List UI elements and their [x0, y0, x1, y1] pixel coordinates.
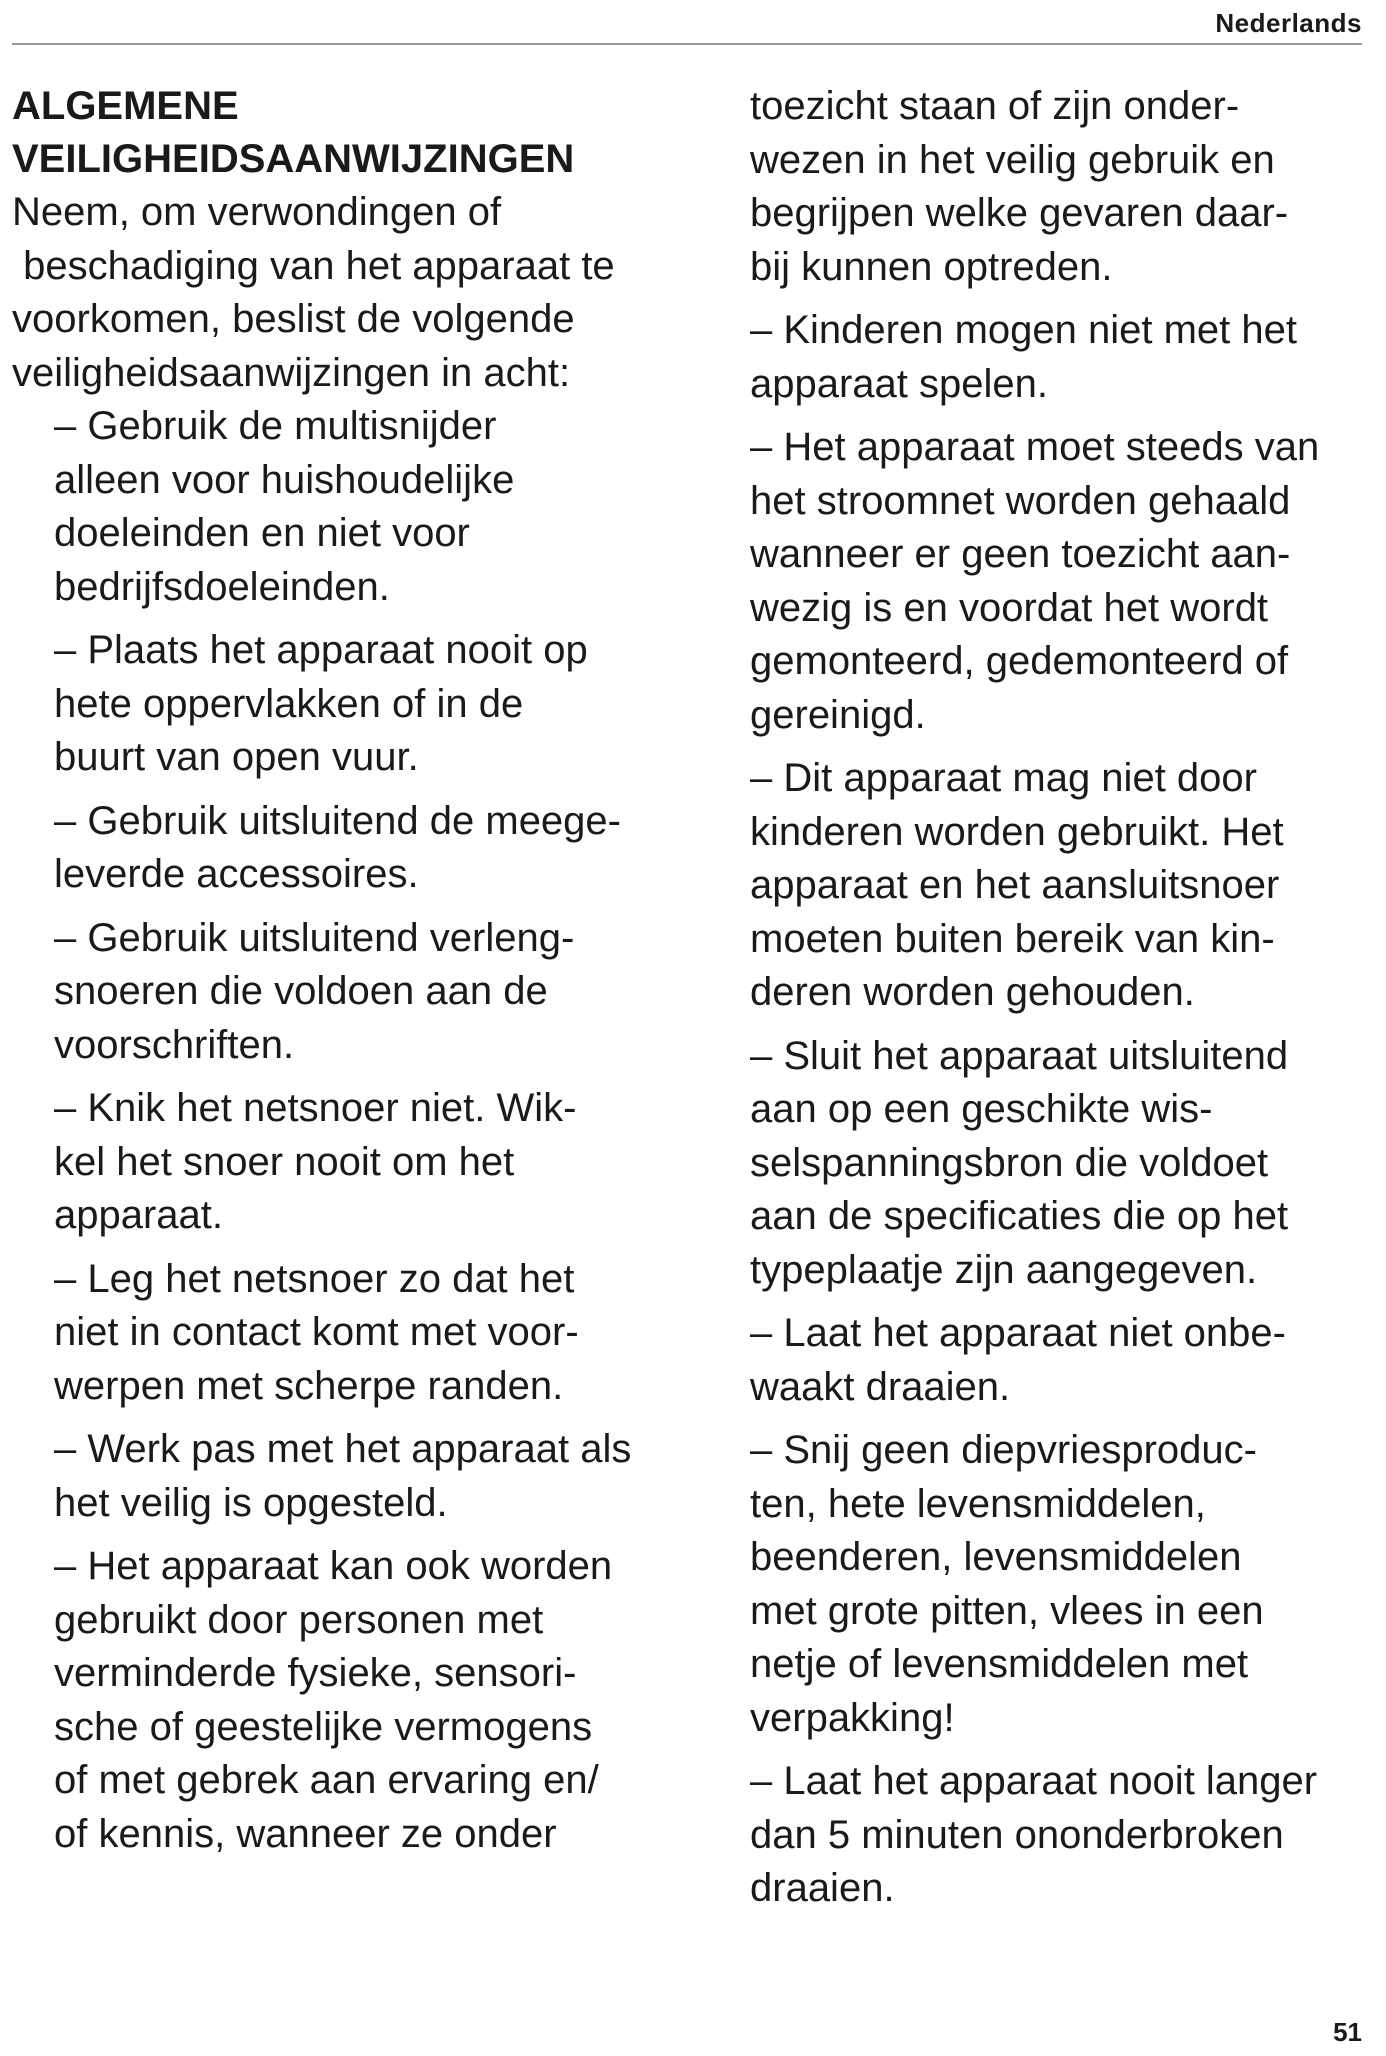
left-instruction-list [12, 400, 702, 1861]
safety-instruction-item [750, 421, 1378, 742]
page-number: 51 [1333, 2017, 1362, 2047]
safety-instruction-item [750, 1030, 1378, 1298]
text-line: met grote pitten, vlees in een [750, 1588, 1264, 1633]
text-line: leverde accessoires. [54, 852, 419, 896]
text-line: of met gebrek aan ervaring en/ [54, 1758, 599, 1802]
text-line: beschadiging van het apparaat te [12, 243, 615, 288]
safety-instruction-item [12, 1082, 702, 1243]
text-line: waakt draaien. [750, 1364, 1011, 1409]
text-line: selspanningsbron die voldoet [750, 1140, 1269, 1185]
header-language-label: Nederlands [1215, 8, 1362, 38]
text-line: apparaat en het aansluitsnoer [750, 863, 1280, 907]
text-line: verminderde fysieke, sensori- [54, 1651, 577, 1695]
text-line: kinderen worden gebruikt. Het [750, 809, 1284, 854]
text-line: wanneer er geen toezicht aan- [750, 532, 1291, 576]
text-line: deren worden gehouden. [750, 970, 1195, 1014]
safety-instruction-item [12, 1253, 702, 1414]
safety-instruction-item [750, 80, 1378, 294]
text-line: – Het apparaat moet steeds van [750, 425, 1320, 469]
text-line: – Gebruik uitsluitend verleng- [54, 915, 575, 960]
safety-instruction-item [12, 912, 702, 1073]
text-line: veiligheidsaanwijzingen in acht: [12, 350, 571, 395]
right-column [750, 80, 1378, 1926]
text-line: apparaat. [54, 1193, 224, 1237]
text-line: begrijpen welke gevaren daar- [750, 191, 1289, 235]
text-line: of kennis, wanneer ze onder [54, 1811, 557, 1856]
safety-instruction-item [12, 1540, 702, 1861]
text-line: moeten buiten bereik van kin- [750, 916, 1275, 961]
text-line: aan de specificaties die op het [750, 1194, 1289, 1238]
text-line: voorschriften. [54, 1022, 295, 1067]
text-line: gebruikt door personen met [54, 1597, 544, 1642]
text-line: draaien. [750, 1866, 895, 1910]
right-instruction-list [750, 80, 1378, 1916]
text-line: snoeren die voldoen aan de [54, 969, 548, 1013]
safety-instruction-item [750, 1307, 1378, 1414]
left-column [12, 80, 702, 1871]
safety-instruction-item [12, 624, 702, 785]
intro-paragraph [12, 186, 702, 400]
text-line: – Gebruik de multisnijder [54, 404, 497, 448]
text-line: – Plaats het apparaat nooit op [54, 628, 588, 672]
text-line: voorkomen, beslist de volgende [12, 297, 575, 341]
text-line: – Laat het apparaat nooit langer [750, 1759, 1318, 1803]
text-line: toezicht staan of zijn onder- [750, 84, 1240, 128]
text-line: – Het apparaat kan ook worden [54, 1544, 613, 1588]
text-line: buurt van open vuur. [54, 735, 419, 779]
heading-line: VEILIGHEIDSAANWIJZINGEN [12, 137, 575, 181]
safety-instruction-item [12, 400, 702, 614]
text-line: – Dit apparaat mag niet door [750, 756, 1257, 800]
section-heading [12, 80, 702, 186]
safety-instruction-item [750, 1424, 1378, 1745]
header-divider [12, 43, 1362, 45]
text-line: – Knik het netsnoer niet. Wik- [54, 1086, 577, 1130]
text-line: beenderen, levensmiddelen [750, 1535, 1242, 1579]
text-line: het stroomnet worden gehaald [750, 478, 1291, 523]
text-line: – Sluit het apparaat uitsluitend [750, 1033, 1289, 1078]
text-line: – Werk pas met het apparaat als [54, 1427, 632, 1471]
text-line: dan 5 minuten ononderbroken [750, 1812, 1284, 1857]
text-line: – Kinderen mogen niet met het [750, 308, 1298, 352]
text-line: – Gebruik uitsluitend de meege- [54, 798, 621, 843]
text-line: werpen met scherpe randen. [54, 1363, 564, 1408]
text-line: – Snij geen diepvriesproduc- [750, 1428, 1257, 1472]
safety-instruction-item [750, 1755, 1378, 1916]
text-line: netje of levensmiddelen met [750, 1642, 1249, 1686]
text-line: hete oppervlakken of in de [54, 681, 524, 726]
text-line: aan op een geschikte wis- [750, 1087, 1213, 1131]
safety-instruction-item [750, 752, 1378, 1020]
text-line: niet in contact komt met voor- [54, 1310, 579, 1354]
text-line: bij kunnen optreden. [750, 244, 1113, 289]
text-line: wezig is en voordat het wordt [750, 585, 1269, 630]
text-line: – Laat het apparaat niet onbe- [750, 1311, 1286, 1355]
safety-instruction-item [750, 304, 1378, 411]
heading-line: ALGEMENE [12, 84, 239, 128]
text-line: sche of geestelijke vermogens [54, 1704, 593, 1749]
text-line: – Leg het netsnoer zo dat het [54, 1256, 575, 1301]
text-line: verpakking! [750, 1695, 955, 1740]
text-line: Neem, om verwondingen of [12, 190, 502, 234]
text-line: apparaat spelen. [750, 361, 1049, 406]
safety-instruction-item [12, 1423, 702, 1530]
text-line: typeplaatje zijn aangegeven. [750, 1247, 1258, 1292]
text-line: gereinigd. [750, 692, 926, 737]
text-line: wezen in het veilig gebruik en [750, 137, 1275, 182]
text-line: kel het snoer nooit om het [54, 1139, 515, 1184]
text-line: doeleinden en niet voor [54, 511, 470, 555]
text-line: gemonteerd, gedemonteerd of [750, 639, 1289, 683]
text-line: bedrijfsdoeleinden. [54, 564, 390, 609]
text-line: alleen voor huishoudelijke [54, 457, 515, 502]
text-line: het veilig is opgesteld. [54, 1480, 448, 1525]
text-line: ten, hete levensmiddelen, [750, 1481, 1206, 1526]
safety-instruction-item [12, 795, 702, 902]
